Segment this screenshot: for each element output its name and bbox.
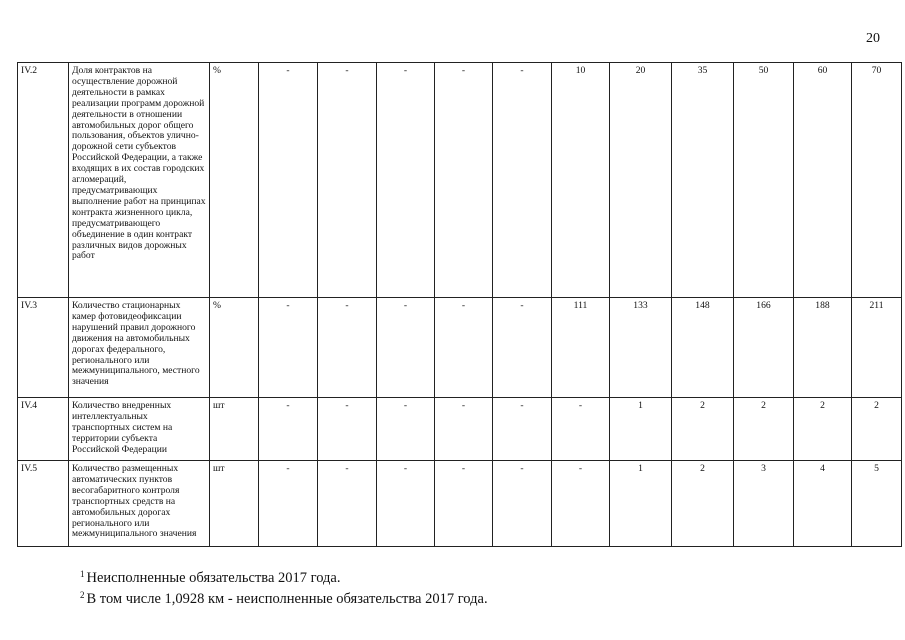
value-cell: - — [259, 298, 318, 398]
value-cell: 1 — [610, 398, 672, 461]
unit: шт — [210, 461, 259, 547]
value-cell: 5 — [852, 461, 902, 547]
table-row-iv4 — [18, 398, 902, 461]
value-cell: 50 — [734, 63, 794, 298]
value-cell: - — [259, 461, 318, 547]
value-cell: - — [493, 461, 552, 547]
table-row-iv3 — [18, 298, 902, 398]
footnotes — [80, 566, 488, 607]
indicator-name: Доля контрактов на осуществление дорожной деятельности в рамках реализации программ дорожной деятельности в отношении автомобильных дорог общего пользования, объектов улично-дорожной сети субъектов Российской Федерации, а также входящих в их состав городских агломераций, предусматривающих выполнение работ на принципах контракта жизненного цикла, предусматривающего объединение в один контракт различных видов дорожных работ — [69, 63, 210, 298]
value-cell: 2 — [672, 398, 734, 461]
indicator-name: Количество стационарных камер фотовидеофиксации нарушений правил дорожного движения на автомобильных дорогах федерального, регионального или межмуниципального, местного значения — [69, 298, 210, 398]
indicator-name: Количество размещенных автоматических пунктов весогабаритного контроля транспортных средств на автомобильных дорогах регионального или межмуниципального значения — [69, 461, 210, 547]
value-cell: - — [552, 398, 610, 461]
value-cell: - — [435, 63, 493, 298]
value-cell: 133 — [610, 298, 672, 398]
value-cell: 2 — [794, 398, 852, 461]
value-cell: 2 — [734, 398, 794, 461]
value-cell: 111 — [552, 298, 610, 398]
value-cell: - — [377, 461, 435, 547]
unit: шт — [210, 398, 259, 461]
row-number: IV.3 — [18, 298, 69, 398]
value-cell: 188 — [794, 298, 852, 398]
value-cell: - — [435, 461, 493, 547]
value-cell: 211 — [852, 298, 902, 398]
unit: % — [210, 298, 259, 398]
value-cell: - — [552, 461, 610, 547]
page-number: 20 — [866, 31, 880, 46]
footnote-1 — [80, 566, 488, 587]
footnote-mark: 2 — [80, 589, 85, 600]
value-cell: - — [493, 398, 552, 461]
value-cell: 166 — [734, 298, 794, 398]
indicator-name: Количество внедренных интеллектуальных транспортных систем на территории субъекта Российской Федерации — [69, 398, 210, 461]
row-number: IV.5 — [18, 461, 69, 547]
value-cell: 35 — [672, 63, 734, 298]
value-cell: 1 — [610, 461, 672, 547]
value-cell: - — [259, 63, 318, 298]
table-row-iv5 — [18, 461, 902, 547]
footnote-text: Неисполненные обязательства 2017 года. — [86, 570, 341, 586]
value-cell: 3 — [734, 461, 794, 547]
value-cell: 60 — [794, 63, 852, 298]
value-cell: - — [493, 298, 552, 398]
footnote-mark: 1 — [80, 569, 85, 579]
indicators-table — [17, 62, 902, 547]
value-cell: - — [259, 398, 318, 461]
value-cell: - — [435, 398, 493, 461]
value-cell: - — [318, 63, 377, 298]
value-cell: - — [493, 63, 552, 298]
value-cell: 20 — [610, 63, 672, 298]
value-cell: - — [435, 298, 493, 398]
value-cell: 148 — [672, 298, 734, 398]
value-cell: 10 — [552, 63, 610, 298]
value-cell: - — [318, 298, 377, 398]
row-number: IV.4 — [18, 398, 69, 461]
value-cell: - — [318, 398, 377, 461]
value-cell: - — [318, 461, 377, 547]
value-cell: - — [377, 298, 435, 398]
footnote-2 — [80, 587, 488, 608]
value-cell: 70 — [852, 63, 902, 298]
unit: % — [210, 63, 259, 298]
value-cell: 2 — [852, 398, 902, 461]
table-row-iv2 — [18, 63, 902, 298]
row-number: IV.2 — [18, 63, 69, 298]
value-cell: 2 — [672, 461, 734, 547]
value-cell: 4 — [794, 461, 852, 547]
value-cell: - — [377, 63, 435, 298]
footnote-text: В том числе 1,0928 км - неисполненные обязательства 2017 года. — [86, 590, 488, 607]
value-cell: - — [377, 398, 435, 461]
